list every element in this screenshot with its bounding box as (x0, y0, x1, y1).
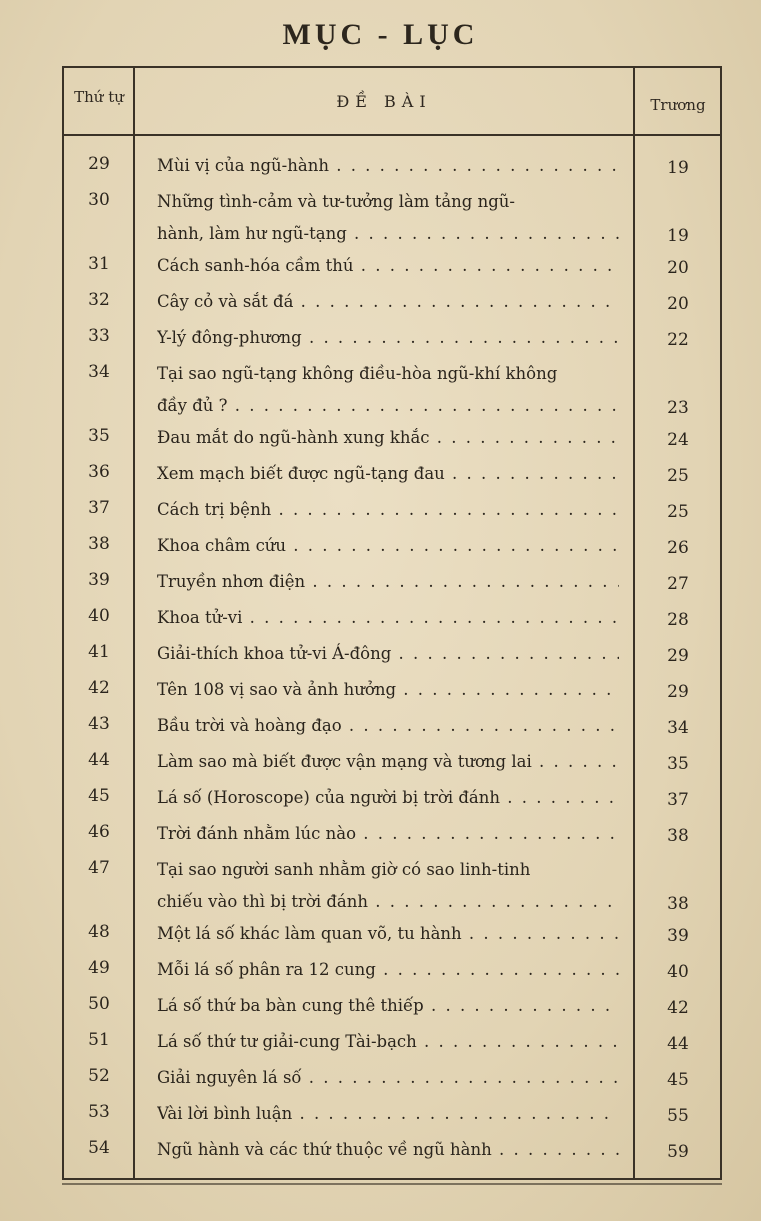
entry-title (157, 566, 619, 598)
entry-number: 33 (88, 326, 110, 346)
entry-page: 19 (667, 226, 689, 246)
entry-title (157, 990, 619, 1022)
entry-title-line: Khoa tử-vi . . . (157, 602, 619, 634)
entry-title-line: Lá số thứ ba bàn cung thê thiếp . . . (157, 990, 619, 1022)
toc-row (64, 530, 720, 562)
entry-title-line: chiếu vào thì bị trời đánh . . . (157, 886, 619, 918)
entry-number: 29 (88, 154, 110, 174)
entry-title-line: Giải nguyên lá số . . . (157, 1062, 619, 1094)
entry-page: 44 (667, 1034, 689, 1054)
entry-page: 39 (667, 926, 689, 946)
toc-row (64, 638, 720, 670)
entry-number: 35 (88, 426, 110, 446)
entry-title (157, 358, 619, 422)
toc-row (64, 422, 720, 454)
entry-title-line: Giải-thích khoa tử-vi Á-đông . . . (157, 638, 619, 670)
entry-page: 25 (667, 502, 689, 522)
entry-number: 53 (88, 1102, 110, 1122)
entry-title-line: Làm sao mà biết được vận mạng và tương lai . . . (157, 746, 619, 778)
entry-title-line: Cách sanh-hóa cầm thú . . . (157, 250, 619, 282)
toc-row (64, 602, 720, 634)
entry-page: 55 (667, 1106, 689, 1126)
entry-number: 43 (88, 714, 110, 734)
entry-title (157, 250, 619, 282)
entry-number: 41 (88, 642, 110, 662)
entry-title-line: Tại sao người sanh nhằm giờ có sao linh-tinh (157, 860, 531, 879)
entry-page: 38 (667, 894, 689, 914)
entry-title-line: Lá số thứ tư giải-cung Tài-bạch . . . (157, 1026, 619, 1058)
toc-row (64, 818, 720, 850)
entry-number: 42 (88, 678, 110, 698)
entry-number: 50 (88, 994, 110, 1014)
entry-title (157, 674, 619, 706)
entry-number: 34 (88, 362, 110, 382)
entry-title-line: Trời đánh nhằm lúc nào . . . (157, 818, 619, 850)
entry-page: 45 (667, 1070, 689, 1090)
entry-title (157, 602, 619, 634)
entry-title (157, 1134, 619, 1166)
header-page: Trương (650, 96, 706, 114)
entry-title (157, 458, 619, 490)
header-number: Thứ tự (74, 88, 124, 106)
entry-title (157, 150, 619, 182)
toc-row (64, 854, 720, 918)
toc-row (64, 782, 720, 814)
entry-title-line: Tại sao ngũ-tạng không điều-hòa ngũ-khí không (157, 364, 558, 383)
entry-number: 48 (88, 922, 110, 942)
toc-row (64, 990, 720, 1022)
entry-number: 54 (88, 1138, 110, 1158)
entry-page: 29 (667, 646, 689, 666)
entry-page: 59 (667, 1142, 689, 1162)
toc-row (64, 710, 720, 742)
page-title: MỤC - LỤC (282, 18, 479, 51)
entry-title (157, 286, 619, 318)
entry-title-line: Vài lời bình luận . . . (157, 1098, 619, 1130)
header-title: ĐỀ BÀI (336, 92, 432, 111)
entry-title (157, 422, 619, 454)
entry-title (157, 1098, 619, 1130)
entry-page: 22 (667, 330, 689, 350)
entry-number: 38 (88, 534, 110, 554)
entry-title-line: Cách trị bệnh . . . (157, 494, 619, 526)
toc-row (64, 1062, 720, 1094)
entry-page: 24 (667, 430, 689, 450)
entry-title-line: Đau mắt do ngũ-hành xung khắc . . . (157, 422, 619, 454)
entry-title-line: Tên 108 vị sao và ảnh hưởng . . . (157, 674, 619, 706)
entry-title (157, 186, 619, 250)
entry-number: 45 (88, 786, 110, 806)
toc-row (64, 286, 720, 318)
entry-title (157, 746, 619, 778)
entry-title-line: Xem mạch biết được ngũ-tạng đau . . . (157, 458, 619, 490)
entry-page: 27 (667, 574, 689, 594)
entry-title (157, 710, 619, 742)
entry-title (157, 1026, 619, 1058)
entry-title (157, 782, 619, 814)
entry-title (157, 494, 619, 526)
entry-number: 52 (88, 1066, 110, 1086)
entry-page: 40 (667, 962, 689, 982)
entry-title-line: Một lá số khác làm quan võ, tu hành . . . (157, 918, 619, 950)
entry-title (157, 818, 619, 850)
entry-number: 40 (88, 606, 110, 626)
entry-title (157, 1062, 619, 1094)
toc-row (64, 674, 720, 706)
entry-number: 47 (88, 858, 110, 878)
toc-row (64, 746, 720, 778)
entry-number: 44 (88, 750, 110, 770)
toc-row (64, 150, 720, 182)
toc-row (64, 1026, 720, 1058)
entry-title-line: Những tình-cảm và tư-tưởng làm tảng ngũ- (157, 192, 515, 211)
entry-page: 23 (667, 398, 689, 418)
entry-page: 20 (667, 258, 689, 278)
entry-number: 32 (88, 290, 110, 310)
entry-title (157, 918, 619, 950)
entry-title-line: Khoa châm cứu . . . (157, 530, 619, 562)
entry-title-line: Lá số (Horoscope) của người bị trời đánh . . . (157, 782, 619, 814)
entry-page: 29 (667, 682, 689, 702)
toc-row (64, 186, 720, 250)
entry-page: 38 (667, 826, 689, 846)
toc-row (64, 358, 720, 422)
entry-page: 20 (667, 294, 689, 314)
entry-page: 34 (667, 718, 689, 738)
entry-page: 37 (667, 790, 689, 810)
entry-number: 37 (88, 498, 110, 518)
entry-page: 28 (667, 610, 689, 630)
entry-page: 42 (667, 998, 689, 1018)
toc-row (64, 322, 720, 354)
entry-number: 31 (88, 254, 110, 274)
toc-row (64, 566, 720, 598)
entry-number: 46 (88, 822, 110, 842)
entry-page: 35 (667, 754, 689, 774)
toc-row (64, 1098, 720, 1130)
entry-title-line: Truyền nhơn điện . . . (157, 566, 619, 598)
entry-title-line: Y-lý đông-phương . . . (157, 322, 619, 354)
entry-title (157, 638, 619, 670)
entry-number: 36 (88, 462, 110, 482)
entry-title-line: Ngũ hành và các thứ thuộc về ngũ hành . . . (157, 1134, 619, 1166)
toc-row (64, 250, 720, 282)
entry-page: 25 (667, 466, 689, 486)
entry-number: 39 (88, 570, 110, 590)
entry-title (157, 854, 619, 918)
entry-title (157, 322, 619, 354)
entry-title (157, 530, 619, 562)
entry-title-line: Bầu trời và hoàng đạo . . . (157, 710, 619, 742)
bottom-rule (62, 1183, 722, 1185)
toc-row (64, 1134, 720, 1166)
entry-title-line: đầy đủ ? . . . (157, 390, 619, 422)
entry-page: 19 (667, 158, 689, 178)
entry-number: 51 (88, 1030, 110, 1050)
entry-title-line: hành, làm hư ngũ-tạng . . . (157, 218, 619, 250)
entry-page: 26 (667, 538, 689, 558)
entry-title-line: Mỗi lá số phân ra 12 cung . . . (157, 954, 619, 986)
toc-row (64, 954, 720, 986)
entry-number: 30 (88, 190, 110, 210)
entry-number: 49 (88, 958, 110, 978)
entry-title-line: Cây cỏ và sắt đá . . . (157, 286, 619, 318)
header-divider (64, 134, 720, 136)
toc-row (64, 494, 720, 526)
toc-row (64, 918, 720, 950)
entry-title (157, 954, 619, 986)
entry-title-line: Mùi vị của ngũ-hành . . . (157, 150, 619, 182)
toc-row (64, 458, 720, 490)
